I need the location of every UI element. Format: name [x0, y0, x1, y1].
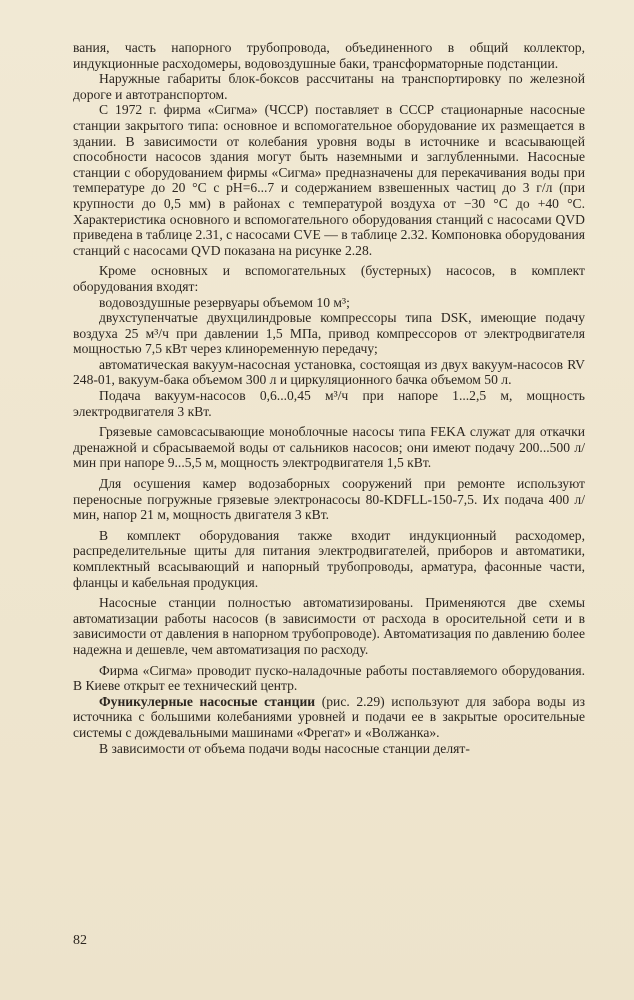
paragraph-3: С 1972 г. фирма «Сигма» (ЧССР) поставляет в СССР стационарные насосные станции закрытого типа: основное и вспомогательное оборудование их размещается в здании. В зависимости от колебания уровня воды в источнике и всасывающей способности насосов здания могут быть наземными и заглубленными. Насосные станции с оборудованием фирмы «Сигма» предназначены для перекачивания воды при температуре до 20 °С с pH=6...7 и содержанием взвешенных частиц до 3 г/л (при крупности до 0,5 мм) в районах с температурой воздуха от −30 °С до +40 °С. Характеристика основного и вспомогательного оборудования станций с насосами QVD приведена в таблице 2.31, с насосами CVE — в таблице 2.32. Компоновка оборудования станций с насосами QVD показана на рисунке 2.28. — [73, 102, 585, 258]
paragraph-5: водовоздушные резервуары объемом 10 м³; — [99, 294, 350, 310]
paragraph-8: Подача вакуум-насосов 0,6...0,45 м³/ч при напоре 1...2,5 м, мощность электродвигателя 3 кВт. — [73, 388, 585, 419]
paragraph-7: автоматическая вакуум-насосная установка, состоящая из двух вакуум-насосов RV 248-01, вакуум-бака объемом 300 л и циркуляционного бачка объемом 50 л. — [73, 356, 585, 388]
paragraph-10: Для осушения камер водозаборных сооружений при ремонте используют переносные погружные грязевые электронасосы 80-KDFLL-150-7,5. Их подача 400 л/мин, напор 21 м, мощность двигателя 3 кВт. — [73, 476, 585, 523]
paragraph-12: Насосные станции полностью автоматизированы. Применяются две схемы автоматизации работы насосов (в зависимости от расхода в оросительной сети и в зависимости от давления в напорном трубопроводе). Автоматизация по давлению более надежна и дешевле, чем автоматизация по расходу. — [73, 595, 585, 657]
page-body-text — [73, 40, 585, 756]
funicular-term: Фуникулерные насосные станции — [99, 693, 316, 709]
paragraph-11: В комплект оборудования также входит индукционный расходомер, распределительные щиты для питания электродвигателей, приборов и автоматики, комплектный всасывающий и напорный трубопроводы, арматура, фасонные части, фланцы и кабельная продукция. — [73, 527, 585, 590]
paragraph-13: Фирма «Сигма» проводит пуско-наладочные работы поставляемого оборудования. В Киеве открыт ее технический центр. — [73, 662, 585, 694]
funicular-figure-ref: (рис. 2.29) — [315, 693, 392, 709]
paragraph-6: двухступенчатые двухцилиндровые компрессоры типа DSK, имеющие подачу воздуха 25 м³/ч при давлении 1,5 МПа, привод компрессоров от электродвигателя мощностью 7,5 кВт через клиноременную передачу; — [73, 310, 585, 357]
paragraph-15: В зависимости от объема подачи воды насосные станции делят- — [99, 740, 470, 756]
page-number: 82 — [73, 933, 87, 948]
paragraph-14-text: используют для забора воды из источника с большими колебаниями уровней и подачи ее в закрытые оросительные системы с дождевальными машинами «Фрегат» и «Волжанка». — [73, 693, 585, 740]
paragraph-4: Кроме основных и вспомогательных (бустерных) насосов, в комплект оборудования входят: — [73, 263, 585, 294]
paragraph-14 — [73, 694, 585, 741]
paragraph-2: Наружные габариты блок-боксов рассчитаны на транспортировку по железной дороге и автотранспортом. — [73, 71, 585, 102]
paragraph-9: Грязевые самовсасывающие моноблочные насосы типа FEKA служат для откачки дренажной и сбрасываемой воды от сальников насосов; они имеют подачу 200...500 л/мин при напоре 9...5,5 м, мощность электродвигателя 1,5 кВт. — [73, 424, 585, 471]
paragraph-1: вания, часть напорного трубопровода, объединенного в общий коллектор, индукционные расходомеры, водовоздушные баки, трансформаторные подстанции. — [73, 40, 585, 71]
